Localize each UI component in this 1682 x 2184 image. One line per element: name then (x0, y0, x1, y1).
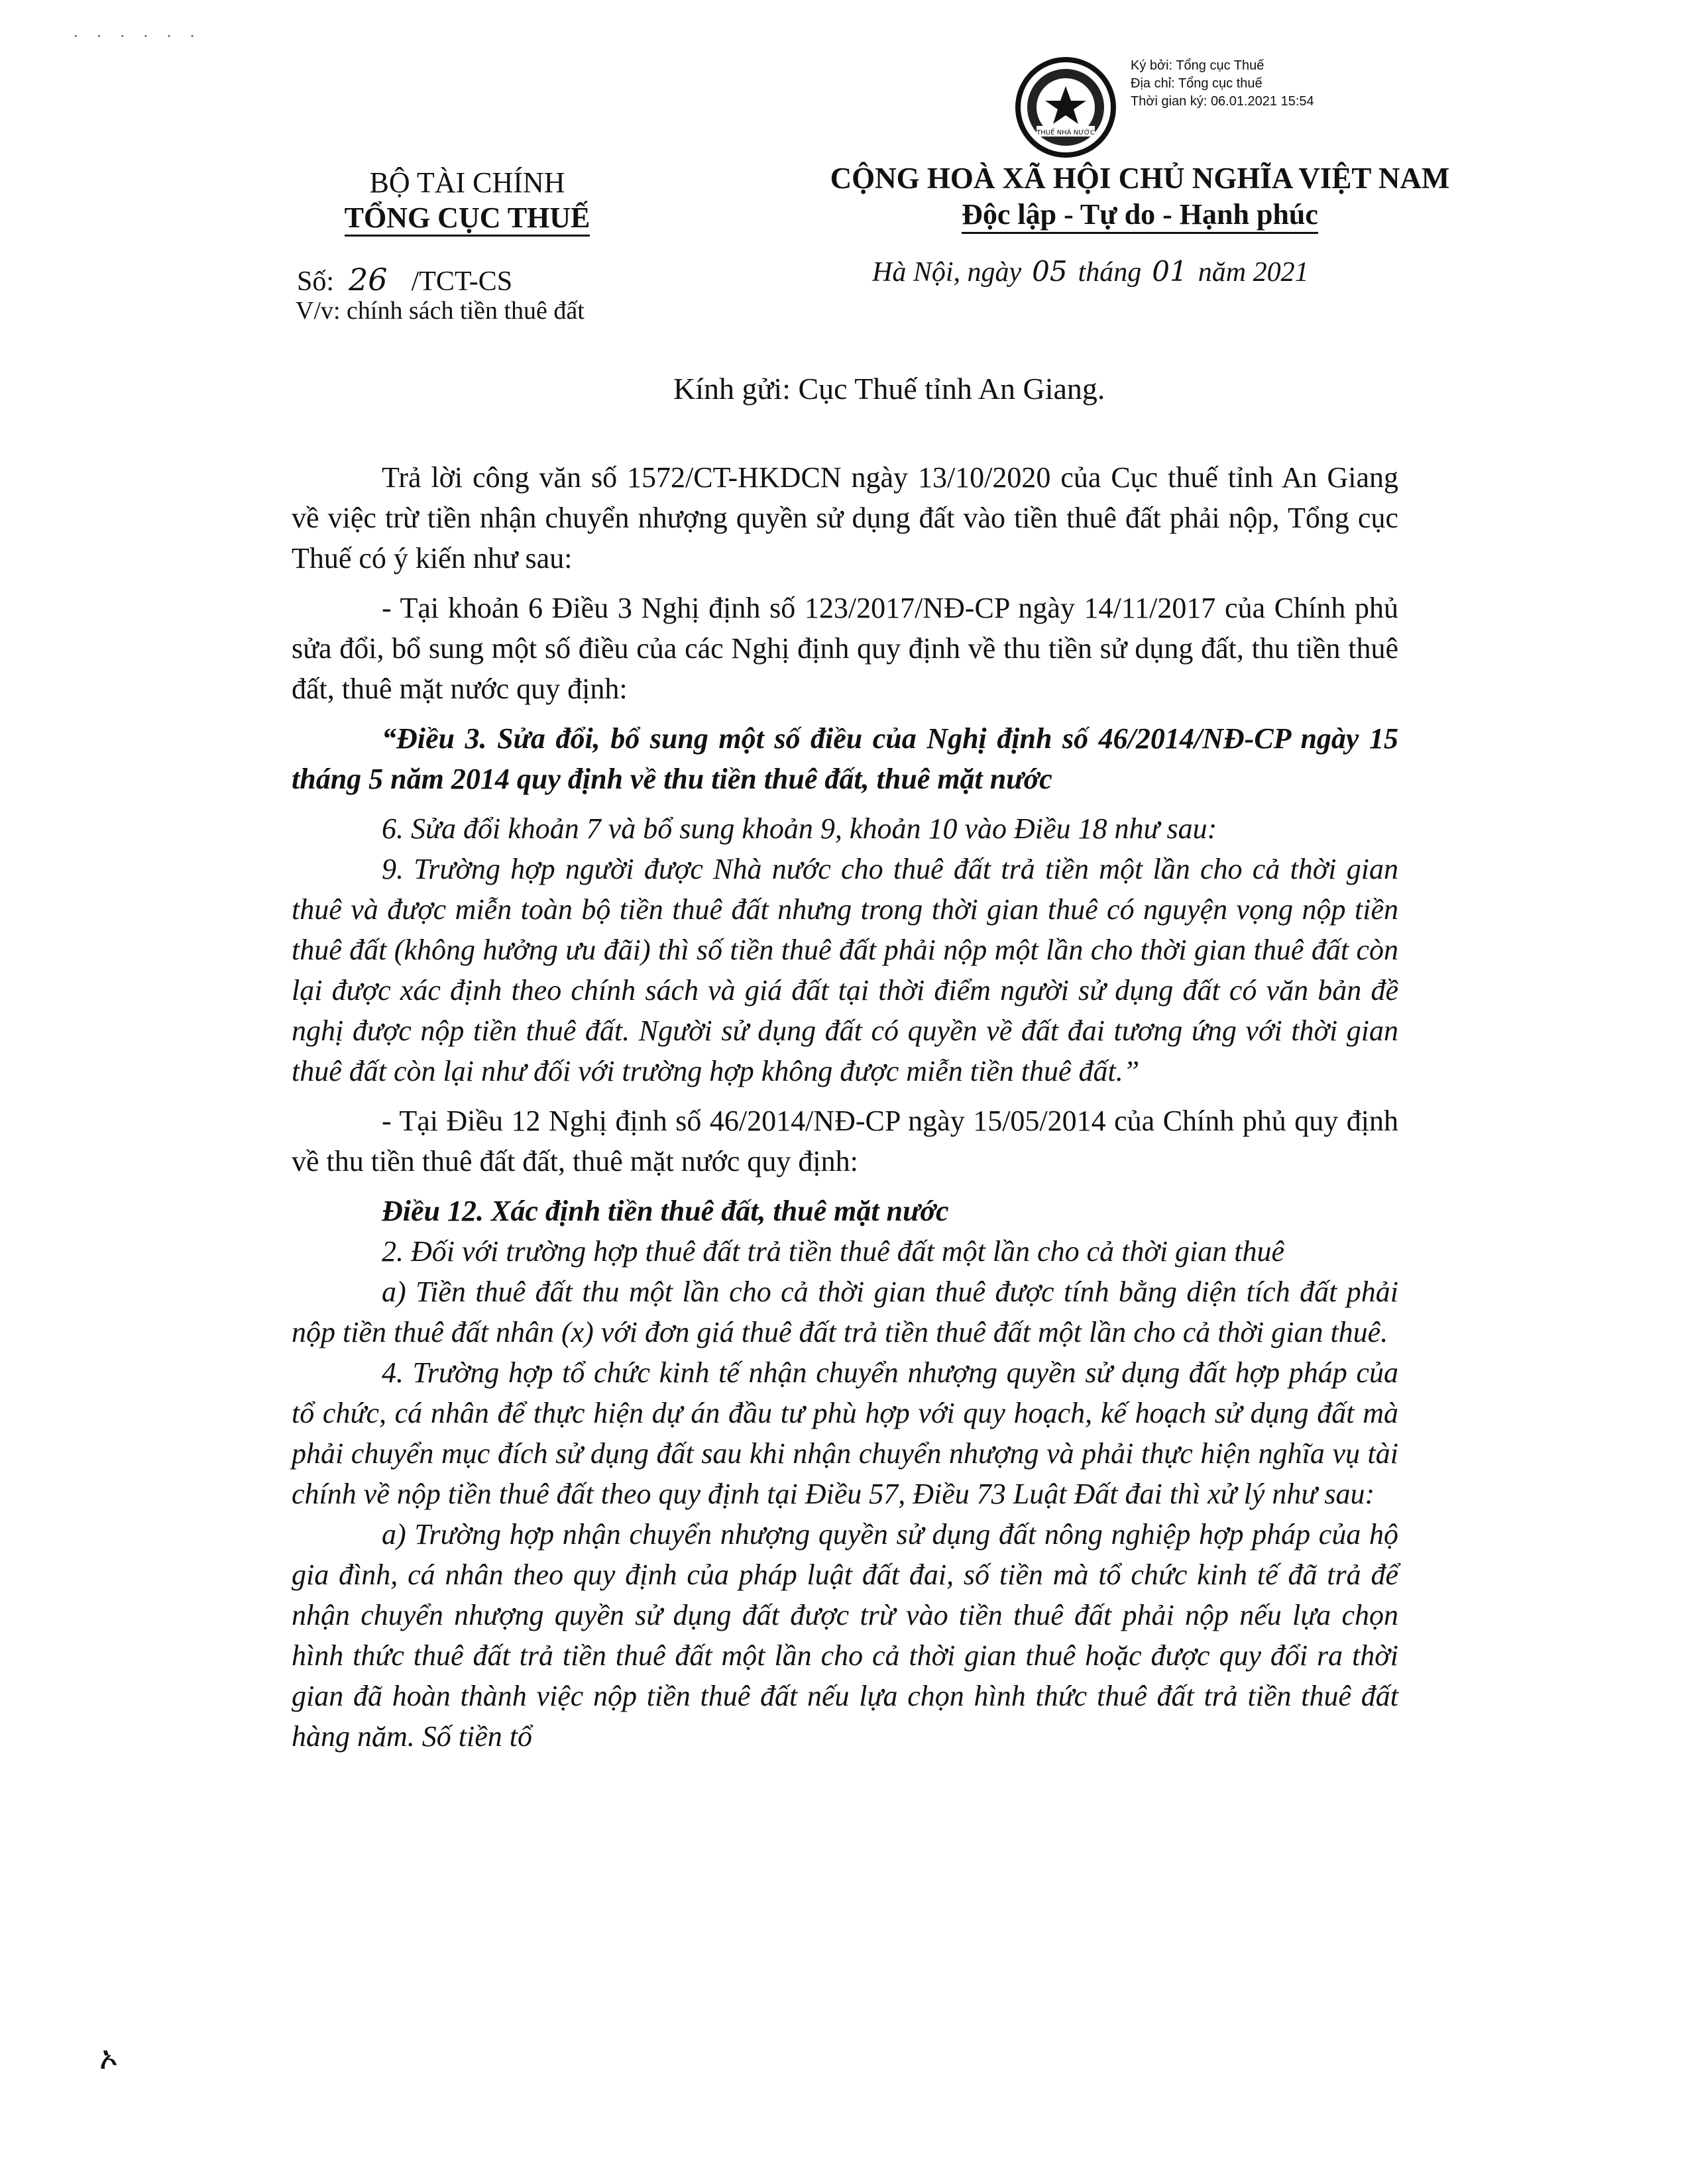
department-name-text: TỔNG CỤC THUẾ (345, 201, 590, 237)
seal-text: THUẾ NHÀ NƯỚC (1037, 129, 1095, 136)
paragraph-article-12-clause-4: 4. Trường hợp tổ chức kinh tế nhận chuyển nhượng quyền sử dụng đất hợp pháp của tổ chức, cá nhân để thực hiện dự án đầu tư phù hợp với quy hoạch, kế hoạch sử dụng đất mà phải chuyển mục đích sử dụng đất sau khi nhận chuyển nhượng và phải thực hiện nghĩa vụ tài chính về nộp tiền thuê đất theo quy định tại Điều 57, Điều 73 Luật Đất đai thì xử lý như sau: (292, 1356, 1398, 1510)
date-month: 01 (1152, 255, 1188, 288)
paragraph-citation-2: - Tại Điều 12 Nghị định số 46/2014/NĐ-CP ngày 15/05/2014 của Chính phủ quy định về thu tiền thuê đất đất, thuê mặt nước quy định: (292, 1105, 1398, 1177)
document-subject: V/v: chính sách tiền thuê đất (296, 297, 585, 325)
scan-artifact: · · · · · · (73, 27, 202, 46)
date-month-label: tháng (1078, 257, 1142, 288)
paragraph-citation-1: - Tại khoản 6 Điều 3 Nghị định số 123/2017/NĐ-CP ngày 14/11/2017 của Chính phủ sửa đổi, bổ sung một số điều của các Nghị định quy định về thu tiền sử dụng đất, thu tiền thuê đất, thuê mặt nước quy định: (292, 592, 1398, 705)
document-date (872, 255, 1309, 288)
signed-by: Ký bởi: Tổng cục Thuế (1131, 58, 1264, 73)
signed-time: Thời gian ký: 06.01.2021 15:54 (1131, 94, 1314, 109)
digital-signature-block (1131, 57, 1314, 111)
paragraph-article-12-clause-2: 2. Đối với trường hợp thuê đất trả tiền thuê đất một lần cho cả thời gian thuê (382, 1235, 1285, 1268)
signature-address: Địa chỉ: Tổng cục thuế (1131, 76, 1262, 91)
tax-authority-seal (1013, 54, 1119, 160)
document-number (297, 262, 512, 298)
paragraph-article-12-heading: Điều 12. Xác định tiền thuê đất, thuê mặt nước (382, 1195, 949, 1227)
date-day: 05 (1032, 255, 1068, 288)
date-prefix: Hà Nội, ngày (872, 257, 1022, 288)
ministry-name: BỘ TÀI CHÍNH (369, 166, 565, 199)
page-mark: ኦ (99, 2040, 119, 2077)
number-handwritten: 26 (349, 262, 388, 298)
paragraph-article-3-heading: “Điều 3. Sửa đổi, bổ sung một số điều của Nghị định số 46/2014/NĐ-CP ngày 15 tháng 5 năm 2014 quy định về thu tiền thuê đất, thuê mặt nước (292, 722, 1398, 795)
paragraph-article-12-clause-4-point-a: a) Trường hợp nhận chuyển nhượng quyền sử dụng đất nông nghiệp hợp pháp của hộ gia đình, cá nhân theo quy định của pháp luật đất đai, số tiền mà tổ chức kinh tế đã trả để nhận chuyển nhượng quyền sử dụng đất được trừ vào tiền thuê đất phải nộp nếu lựa chọn hình thức thuê đất trả tiền thuê đất một lần cho cả thời gian thuê hoặc được quy đổi ra thời gian đã hoàn thành việc nộp tiền thuê đất nếu lựa chọn hình thức thuê đất trả tiền thuê đất hàng năm. Số tiền tổ (292, 1518, 1398, 1753)
nation-title: CỘNG HOÀ XÃ HỘI CHỦ NGHĨA VIỆT NAM (830, 162, 1450, 195)
letter-body (292, 457, 1398, 1757)
paragraph-clause-9: 9. Trường hợp người được Nhà nước cho thuê đất trả tiền một lần cho cả thời gian thuê và được miễn toàn bộ tiền thuê đất nhưng trong thời gian thuê có nguyện vọng nộp tiền thuê đất (không hưởng ưu đãi) thì số tiền thuê đất phải nộp một lần cho thời gian thuê đất còn lại được xác định theo chính sách và giá đất tại thời điểm người sử dụng đất có văn bản đề nghị được nộp tiền thuê đất. Người sử dụng đất có quyền về đất đai tương ứng với thời gian thuê đất còn lại như đối với trường hợp không được miễn tiền thuê đất.” (292, 853, 1398, 1087)
motto (742, 197, 1538, 231)
motto-text: Độc lập - Tự do - Hạnh phúc (962, 198, 1318, 234)
paragraph-clause-6: 6. Sửa đổi khoản 7 và bổ sung khoản 9, khoản 10 vào Điều 18 như sau: (382, 812, 1217, 845)
salutation: Kính gửi: Cục Thuế tỉnh An Giang. (673, 372, 1105, 406)
department-name (219, 201, 716, 235)
number-suffix: /TCT-CS (411, 266, 513, 297)
paragraph-article-12-point-a: a) Tiền thuê đất thu một lần cho cả thời gian thuê được tính bằng diện tích đất phải nộp tiền thuê đất nhân (x) với đơn giá thuê đất trả tiền thuê đất một lần cho cả thời gian thuê. (292, 1276, 1398, 1348)
number-label: Số: (297, 266, 335, 297)
paragraph-reply: Trả lời công văn số 1572/CT-HKDCN ngày 13/10/2020 của Cục thuế tỉnh An Giang về việc trừ tiền nhận chuyển nhượng quyền sử dụng đất vào tiền thuê đất phải nộp, Tổng cục Thuế có ý kiến như sau: (292, 461, 1398, 574)
date-year: năm 2021 (1198, 257, 1309, 288)
